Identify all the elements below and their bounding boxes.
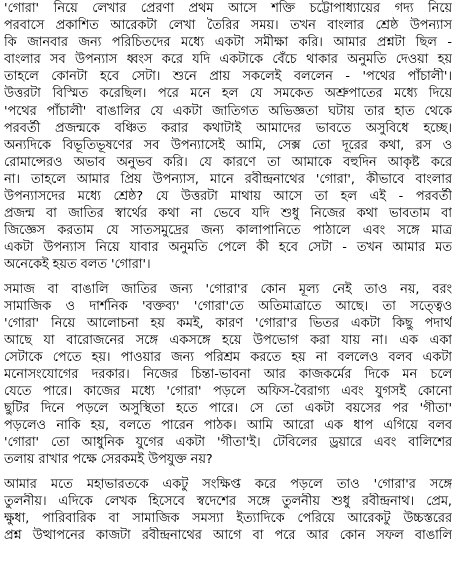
text-line: প্রশ্ন উত্থাপনের কাজটা রবীন্দ্রনাথের আগে বা পরে আর কোন সফল বাঙালি xyxy=(4,527,452,543)
text-line: একটা উপন্যাস নিয়ে যাবার অনুমতি পেলে কী হবে সেটা - তখন আমার মত xyxy=(4,240,452,256)
text-line: তুলনীয়। এদিকে লেখক হিসেবে স্বদেশের সঙ্গে তুলনীয় শুধু রবীন্দ্রনাথ। প্রেম, xyxy=(4,493,452,509)
text-line: বাংলার সব উপন্যাস ধ্বংস করে যদি একটাকে বেঁচে থাকার অনুমতি দেওয়া হয় xyxy=(4,52,452,68)
text-line: 'পথের পাঁচালী' বাঙালির যে একটা জাতিগত অভিজ্ঞতা ঘটায় তার হাত থেকে xyxy=(4,103,452,119)
text-line: মনোসংযোগের দরকার। নিজের চিন্তা-ভাবনা আর কাজকর্মের দিকে মন চলে xyxy=(4,366,452,382)
text-line: অন্যদিকে বিভূতিভূষণের সব উপন্যাসেই আমি, সেক্স তো দূরের কথা, রস ও xyxy=(4,137,452,153)
text-line: ক্ষুধা, পারিবারিক বা সামাজিক সমস্যা ইত্যাদিকে পেরিয়ে আরেকটু উচ্চস্তরের xyxy=(4,510,452,526)
text-line: ছুটির দিনে পড়লে অসুস্থিতা হতে পারে। সে তো একটা বয়সের পর 'গীতা' xyxy=(4,401,452,417)
text-line: প্রজন্ম বা জাতির স্বার্থের কথা না ভেবে যদি শুধু নিজের কথা ভাবতাম বা xyxy=(4,206,452,222)
text-line: আমার মতে মহাভারতকে একটু সংক্ষিপ্ত করে পড়লে তাও 'গোরা'র সঙ্গে xyxy=(4,476,452,492)
text-line: উত্তরটা বিস্মিত করেছিল। পরে মনে হল যে সমকেত অশ্রুপাতের মধ্যে দিয়ে xyxy=(4,86,452,102)
text-line: রোমান্সেরও অভাব অনুভব করি। যে কারণে তা আমাকে বহুদিন আকৃষ্ট করে xyxy=(4,154,452,170)
text-line: তলায় রাখার পক্ষে সেরকমই উপযুক্ত নয়? xyxy=(4,452,213,468)
text-line: যেতে পারে। কাজের মধ্যে 'গোরা' পড়লে অফিস-বৈরাগ্য এবং যুগসই কোনো xyxy=(4,384,452,400)
text-line: সামাজিক ও দার্শনিক 'বক্তব্য' 'গোরা'তে অতিমাত্রাতে আছে। তা সত্ত্বেও xyxy=(4,298,452,314)
text-line: জিজ্ঞেস করতাম যে সাতসমুদ্রের জন্য কালাপানিতে পাঠালে এবং সঙ্গে মাত্র xyxy=(4,223,452,239)
document-page xyxy=(4,0,452,586)
text-line: 'গোরা' নিয়ে লেখার প্রেরণা প্রথম আসে শক্তি চট্টোপাধ্যায়ের গদ্য নিয়ে xyxy=(4,1,452,16)
text-line: পরবাসে প্রকাশিত আরেকটা লেখা তৈরির সময়। তখন বাংলার শ্রেষ্ঠ উপন্যাস xyxy=(4,18,452,34)
text-line: 'গোরা' তো আধুনিক যুগের একটা 'গীতা'ই। টেবিলের ড্রয়ারে এবং বালিশের xyxy=(4,435,452,451)
paragraph-2 xyxy=(4,281,452,469)
text-line: 'গোরা' নিয়ে আলোচনা হয় কমই, কারণ 'গোরা'র ভিতর একটা কিছু পদার্থ xyxy=(4,315,452,331)
text-line: তাহলে কোনটা হবে সেটা। শুনে প্রায় সকলেই বললেন - 'পথের পাঁচালী'। xyxy=(4,69,452,85)
paragraph-1 xyxy=(4,0,452,274)
text-line: পরবর্তী প্রজন্মকে বঞ্চিত করার কথাটাই আমাদের ভাবতে অসুবিধে হচ্ছে। xyxy=(4,120,452,136)
text-line: আছে যা বারোজনের সঙ্গে একসঙ্গে হয়ে উপভোগ করা যায় না। এক একা xyxy=(4,332,452,348)
paragraph-3 xyxy=(4,476,452,544)
text-line: সেটাকে পেতে হয়। পাওয়ার জন্য পরিশ্রম করতে হয় না বললেও বলব একটা xyxy=(4,349,452,365)
text-line: পড়লেও নাকি হয়, বলতে পারেন পাঠক। আমি আরো এক ধাপ এগিয়ে বলব xyxy=(4,418,452,434)
text-line: উপন্যাসদের মধ্যে শ্রেষ্ঠ? যে উত্তরটা মাথায় আসে তা হল এই - পরবর্তী xyxy=(4,189,452,205)
text-line: অনেকেই হয়ত বলত 'গোরা'। xyxy=(4,257,151,273)
text-line: কি জানবার জন্য পরিচিতদের মধ্যে একটা সমীক্ষা করি। আমার প্রশ্নটা ছিল - xyxy=(4,35,452,51)
text-line: না। তাহলে আমার প্রিয় উপন্যাস, মানে রবীন্দ্রনাথের 'গোরা', কীভাবে বাংলার xyxy=(4,171,452,187)
text-line: সমাজ বা বাঙালি জাতির জন্য 'গোরা'র কোন মূল্য নেই তাও নয়, বরং xyxy=(4,281,452,297)
